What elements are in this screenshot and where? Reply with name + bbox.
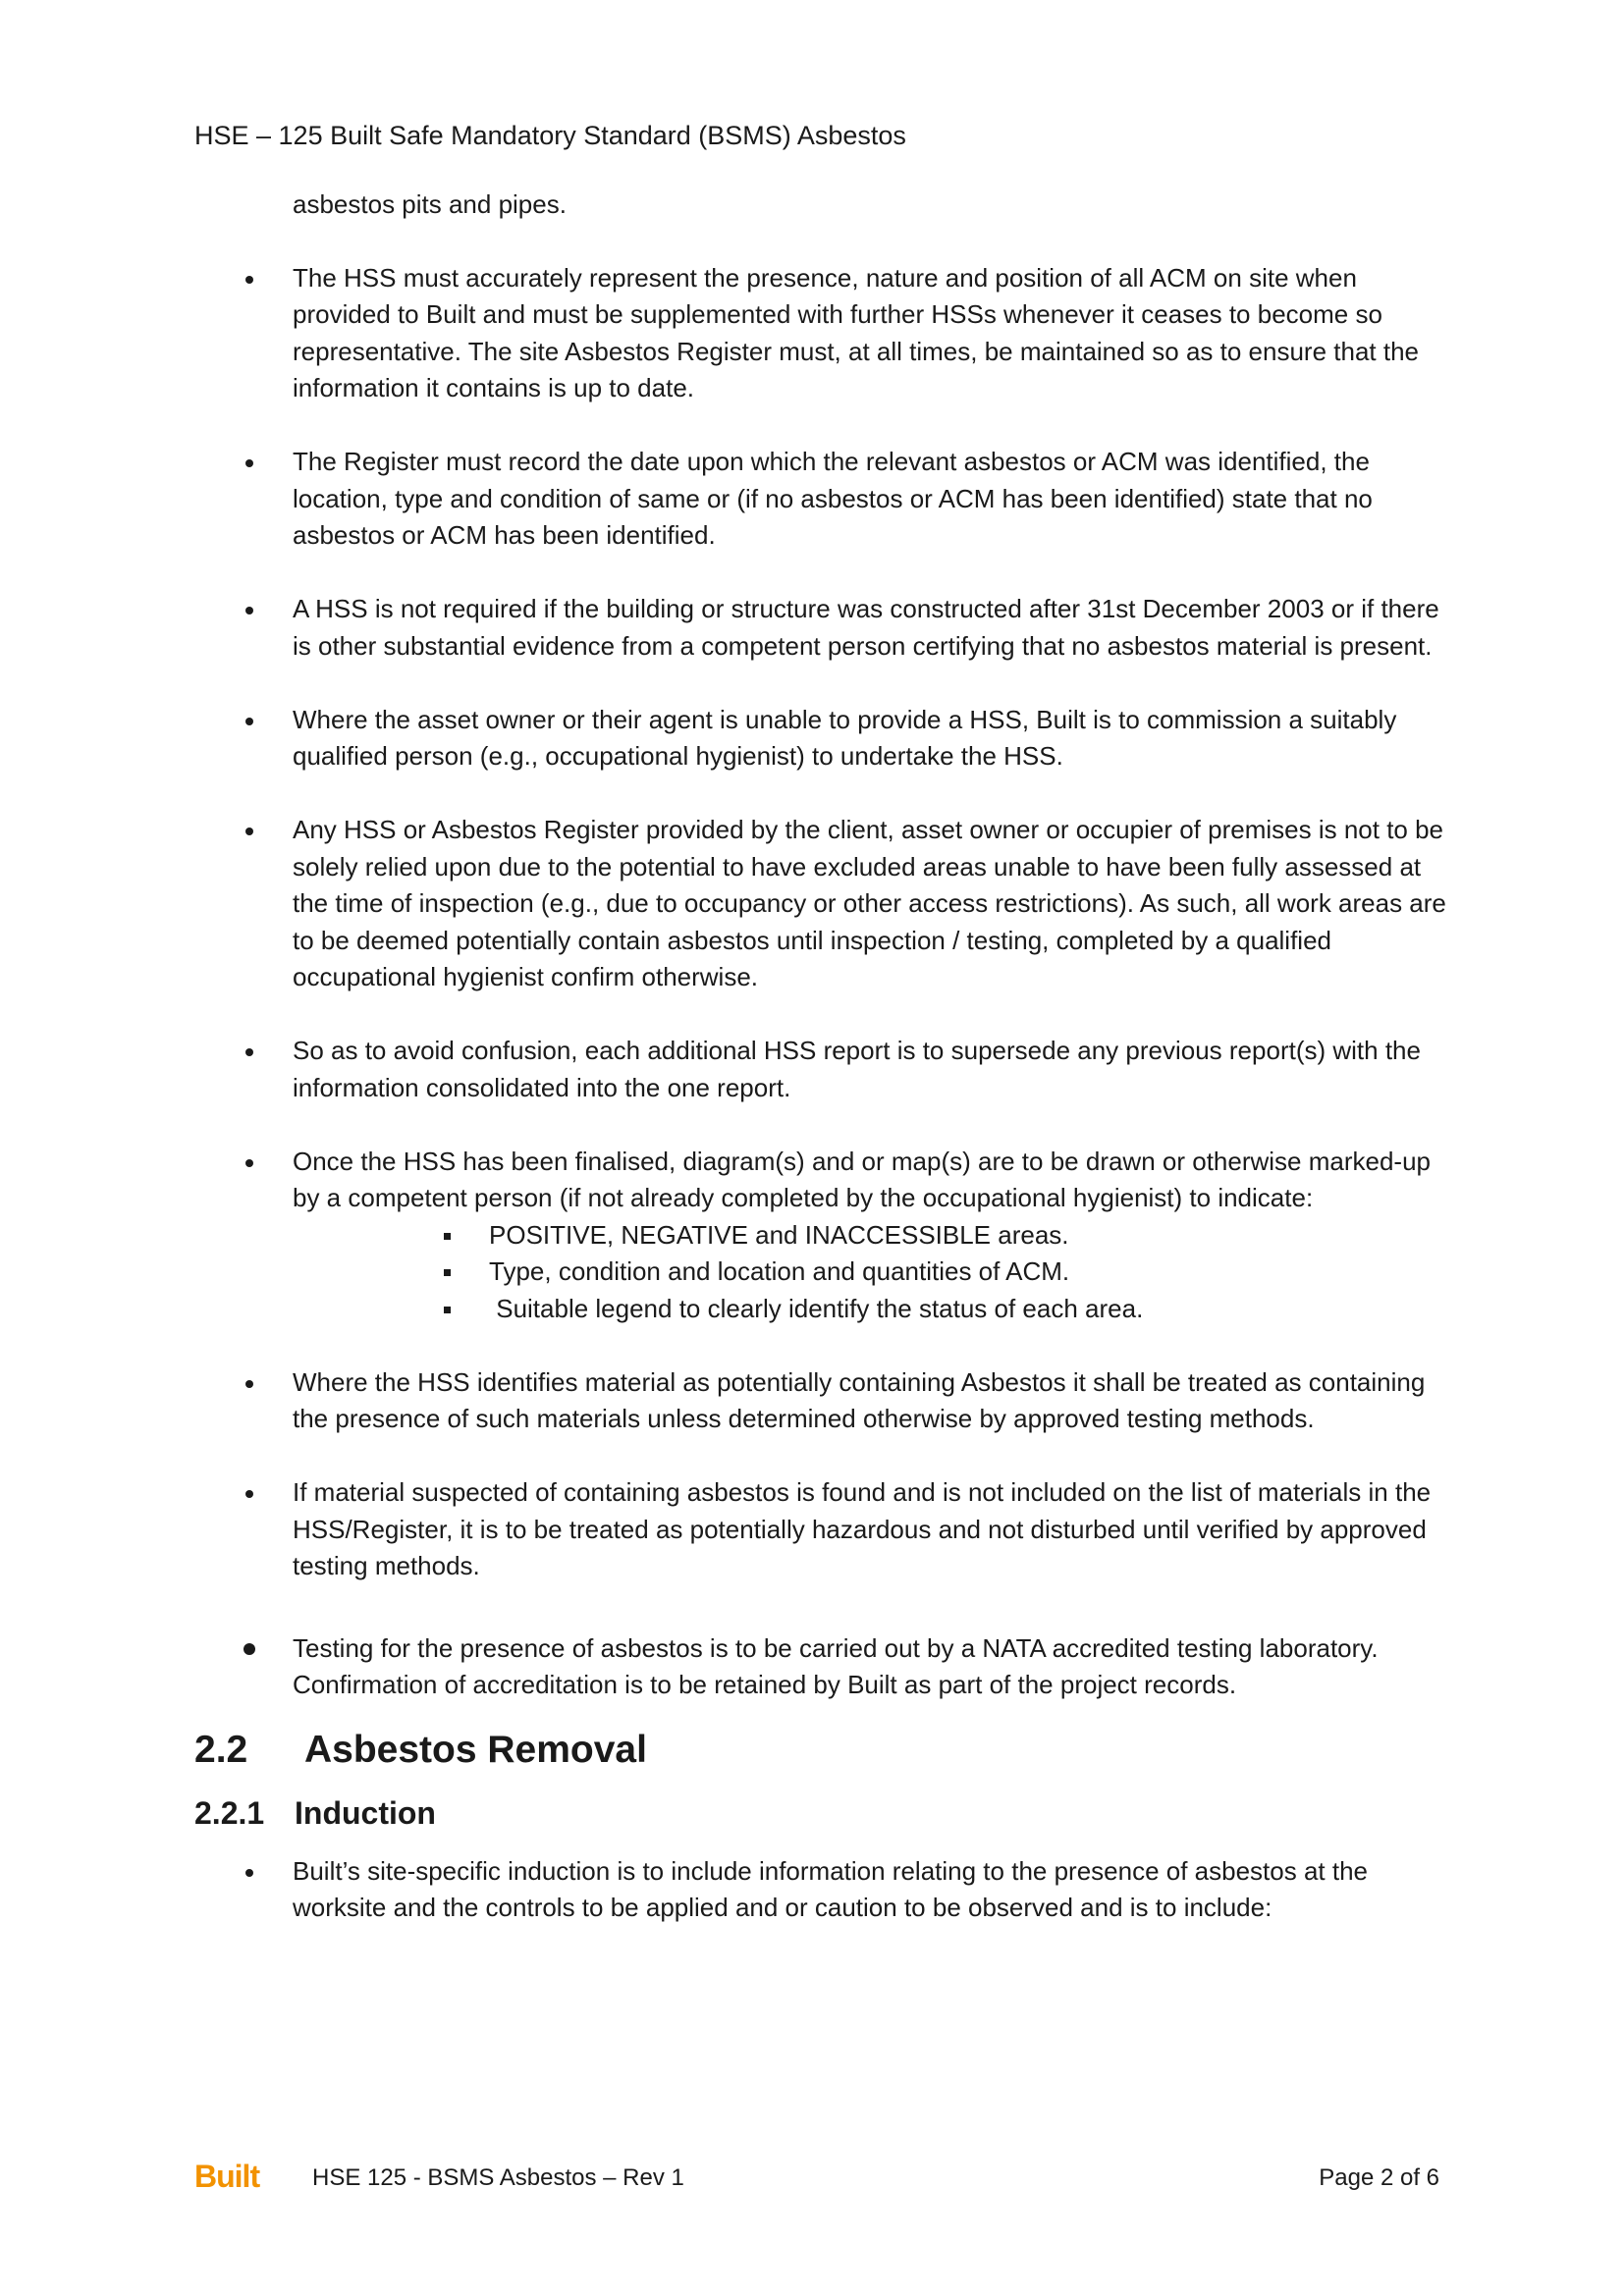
list-item: Testing for the presence of asbestos is to be carried out by a NATA accredited testing laboratory. Confirmation of accreditation is to be retained by Built as part of the project records. — [194, 1630, 1451, 1704]
footer-document-title: HSE 125 - BSMS Asbestos – Rev 1 — [312, 2164, 684, 2191]
bullet-icon — [245, 1490, 253, 1498]
section-number: 2.2 — [194, 1728, 248, 1771]
square-bullet-icon — [444, 1307, 451, 1313]
sub-list-item: Suitable legend to clearly identify the status of each area. — [293, 1291, 1451, 1328]
subsection-number: 2.2.1 — [194, 1794, 265, 1831]
square-bullet-icon — [444, 1269, 451, 1276]
bullet-icon — [245, 607, 253, 614]
bullet-icon — [245, 1380, 253, 1388]
list-item: Built’s site-specific induction is to include information relating to the presence of asbestos at the worksite and the controls to be applied and or caution to be observed and is to include: — [194, 1853, 1451, 1927]
list-item: Once the HSS has been finalised, diagram(s) and or map(s) are to be drawn or otherwise marked-up by a competent person (if not already completed by the occupational hygienist) to indicate: POSITIVE, NEGATIVE and INACCESSIBLE areas. Type, condition and location and quantities of ACM. Suitable legend to clearly identify the status of each area. — [194, 1144, 1451, 1328]
sub-bullet-list — [293, 1217, 1451, 1328]
bullet-icon — [245, 1869, 253, 1877]
bullet-icon — [245, 1159, 253, 1167]
page-number: Page 2 of 6 — [1319, 2164, 1439, 2191]
bullet-icon — [245, 828, 253, 835]
bullet-icon — [245, 1048, 253, 1056]
subsection-heading — [194, 1792, 1451, 1834]
square-bullet-icon — [444, 1233, 451, 1240]
section-heading — [194, 1726, 1451, 1775]
list-item: The Register must record the date upon which the relevant asbestos or ACM was identified, the location, type and condition of same or (if no asbestos or ACM has been identified) state that no asbestos or ACM has been identified. — [194, 444, 1451, 555]
page-footer — [194, 2160, 1439, 2199]
section-title: Asbestos Removal — [304, 1728, 647, 1771]
bullet-icon — [244, 1643, 255, 1655]
list-item: Any HSS or Asbestos Register provided by the client, asset owner or occupier of premises is not to be solely relied upon due to the potential to have excluded areas unable to have been fully assessed at the time of inspection (e.g., due to occupancy or other access restrictions). As such, all work areas are to be deemed potentially contain asbestos until inspection / testing, completed by a qualified occupational hygienist confirm otherwise. — [194, 812, 1451, 996]
continuation-text: asbestos pits and pipes. — [293, 189, 567, 219]
bullet-list — [194, 260, 1451, 1704]
list-item: Where the asset owner or their agent is unable to provide a HSS, Built is to commission a suitably qualified person (e.g., occupational hygienist) to undertake the HSS. — [194, 702, 1451, 775]
sub-list-item: POSITIVE, NEGATIVE and INACCESSIBLE areas. — [293, 1217, 1451, 1255]
subsection-title: Induction — [295, 1794, 436, 1831]
sub-list-item: Type, condition and location and quantities of ACM. — [293, 1254, 1451, 1291]
document-body — [194, 187, 1451, 1963]
list-item: If material suspected of containing asbestos is found and is not included on the list of materials in the HSS/Register, it is to be treated as potentially hazardous and not disturbed until verified by approved testing methods. — [194, 1474, 1451, 1585]
list-item: So as to avoid confusion, each additional HSS report is to supersede any previous report(s) with the information consolidated into the one report. — [194, 1033, 1451, 1106]
list-item: Where the HSS identifies material as potentially containing Asbestos it shall be treated as containing the presence of such materials unless determined otherwise by approved testing methods. — [194, 1364, 1451, 1438]
induction-bullet-list — [194, 1853, 1451, 1927]
bullet-icon — [245, 459, 253, 467]
bullet-icon — [245, 276, 253, 284]
page-header: HSE – 125 Built Safe Mandatory Standard (BSMS) Asbestos — [194, 121, 906, 150]
bullet-icon — [245, 718, 253, 725]
built-logo: Built — [194, 2159, 260, 2194]
list-item: The HSS must accurately represent the presence, nature and position of all ACM on site when provided to Built and must be supplemented with further HSSs whenever it ceases to become so representative. The site Asbestos Register must, at all times, be maintained so as to ensure that the information it contains is up to date. — [194, 260, 1451, 407]
list-item: A HSS is not required if the building or structure was constructed after 31st December 2003 or if there is other substantial evidence from a competent person certifying that no asbestos material is present. — [194, 591, 1451, 665]
